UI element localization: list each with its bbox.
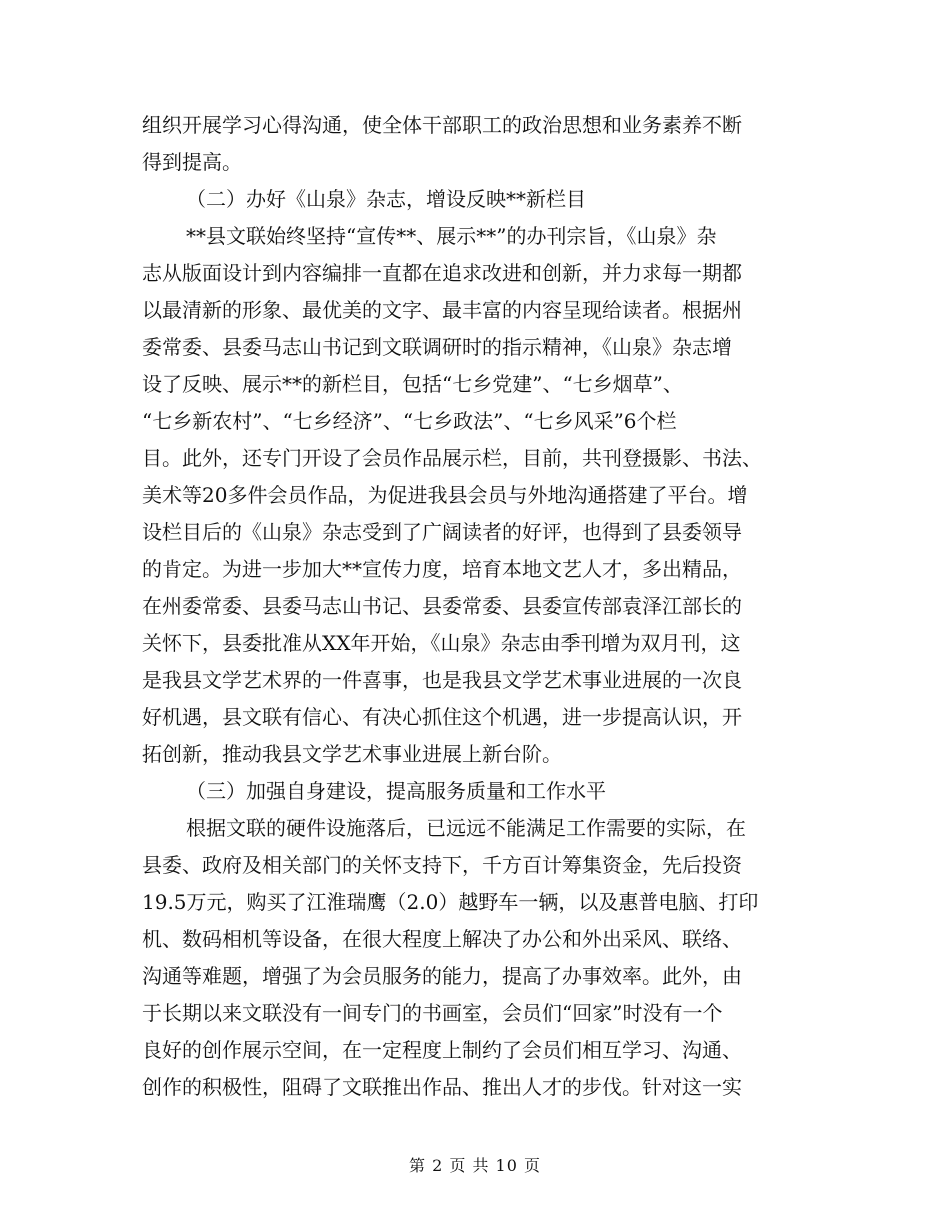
text-line: 根据文联的硬件设施落后，已远远不能满足工作需要的实际，在: [186, 816, 746, 840]
text-line: 19.5万元，购买了江淮瑞鹰（2.0）越野车一辆，以及惠普电脑、打印: [142, 890, 759, 914]
text-line: 设了反映、展示**的新栏目，包括“七乡党建”、“七乡烟草”、: [142, 372, 683, 396]
text-line: 好机遇，县文联有信心、有决心抓住这个机遇，进一步提高认识，开: [142, 705, 742, 729]
text-line: 得到提高。: [142, 150, 242, 174]
text-line: 的肯定。为进一步加大**宣传力度，培育本地文艺人才，多出精品，: [142, 557, 742, 581]
text-line: 在州委常委、县委马志山书记、县委常委、县委宣传部袁泽江部长的: [142, 594, 742, 618]
text-line: 美术等20多件会员作品，为促进我县会员与外地沟通搭建了平台。增: [142, 483, 748, 507]
text-line: 委常委、县委马志山书记到文联调研时的指示精神，《山泉》杂志增: [142, 335, 732, 359]
text-line: 目。此外，还专门开设了会员作品展示栏，目前，共刊登摄影、书法、: [142, 446, 762, 470]
text-line: 设栏目后的《山泉》杂志受到了广阔读者的好评，也得到了县委领导: [142, 520, 742, 544]
text-line: 良好的创作展示空间，在一定程度上制约了会员们相互学习、沟通、: [142, 1038, 742, 1062]
page-number-footer: 第 2 页 共 10 页: [409, 1156, 541, 1175]
text-line: 创作的积极性，阻碍了文联推出作品、推出人才的步伐。针对这一实: [142, 1075, 742, 1099]
text-line: “七乡新农村”、“七乡经济”、“七乡政法”、“七乡风采”6个栏: [142, 409, 677, 433]
text-line: 志从版面设计到内容编排一直都在追求改进和创新，并力求每一期都: [142, 261, 742, 285]
text-line: 以最清新的形象、最优美的文字、最丰富的内容呈现给读者。根据州: [142, 298, 742, 322]
text-line: 沟通等难题，增强了为会员服务的能力，提高了办事效率。此外，由: [142, 964, 742, 988]
text-line: 于长期以来文联没有一间专门的书画室，会员们“回家”时没有一个: [142, 1001, 723, 1025]
text-line: 关怀下，县委批准从XX年开始，《山泉》杂志由季刊增为双月刊，这: [142, 631, 741, 655]
text-line: 机、数码相机等设备，在很大程度上解决了办公和外出采风、联络、: [142, 927, 742, 951]
text-line: **县文联始终坚持“宣传**、展示**”的办刊宗旨，《山泉》杂: [186, 224, 717, 248]
section-heading: （二）办好《山泉》杂志，增设反映**新栏目: [186, 187, 586, 211]
text-line: 是我县文学艺术界的一件喜事，也是我县文学艺术事业进展的一次良: [142, 668, 742, 692]
text-line: 组织开展学习心得沟通，使全体干部职工的政治思想和业务素养不断: [142, 113, 742, 137]
section-heading: （三）加强自身建设，提高服务质量和工作水平: [186, 779, 606, 803]
text-line: 县委、政府及相关部门的关怀支持下，千方百计筹集资金，先后投资: [142, 853, 742, 877]
text-line: 拓创新，推动我县文学艺术事业进展上新台阶。: [142, 742, 562, 766]
